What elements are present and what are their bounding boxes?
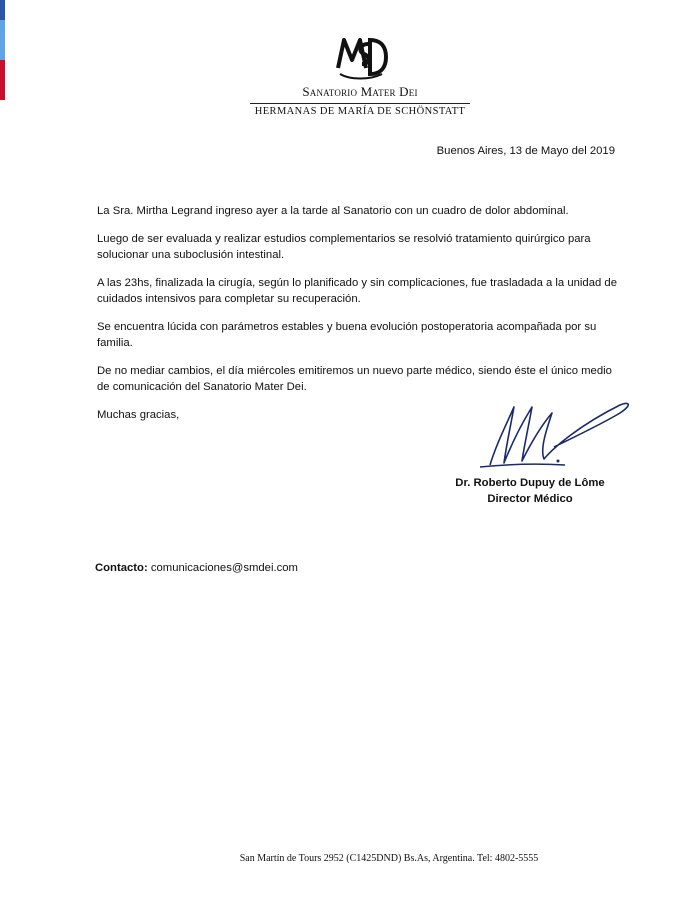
edge-strip-red [0, 60, 5, 100]
edge-strip-light-blue [0, 20, 5, 60]
edge-strip-blue [0, 0, 5, 20]
signature-block [430, 475, 630, 507]
org-name: Sanatorio Mater Dei [302, 84, 418, 99]
closing: Muchas gracias, [97, 409, 180, 421]
paragraph: La Sra. Mirtha Legrand ingreso ayer a la tarde al Sanatorio con un cuadro de dolor abdominal. [97, 205, 569, 217]
org-subtitle: HERMANAS DE MARÍA DE SCHÖNSTATT [254, 106, 466, 117]
paragraph: Luego de ser evaluada y realizar estudios complementarios se resolvió tratamiento quirúrgico para solucionar una suboclusión intestinal. [97, 233, 591, 261]
letter-date: Buenos Aires, 13 de Mayo del 2019 [436, 145, 615, 157]
paragraph: A las 23hs, finalizada la cirugía, según lo planificado y sin complicaciones, fue trasladada a la unidad de cuidados intensivos para completar su recuperación. [97, 277, 617, 305]
letterhead-divider [250, 103, 470, 104]
contact-label: Contacto: [95, 562, 148, 574]
contact-line [95, 562, 298, 574]
msd-logo-icon [330, 30, 390, 82]
contact-email[interactable]: comunicaciones@smdei.com [150, 562, 298, 574]
footer-address: San Martín de Tours 2952 (C1425DND) Bs.As, Argentina. Tel: 4802-5555 [239, 853, 539, 864]
paragraph: Se encuentra lúcida con parámetros estables y buena evolución postoperatoria acompañada por su familia. [97, 321, 597, 349]
letterhead [230, 30, 490, 117]
paragraph: De no mediar cambios, el día miércoles emitiremos un nuevo parte médico, siendo éste el único medio de comunicación del Sanatorio Mater Dei. [97, 365, 612, 393]
signatory-title: Director Médico [487, 493, 573, 505]
signatory-name: Dr. Roberto Dupuy de Lôme [455, 477, 605, 489]
handwritten-signature [470, 395, 635, 475]
